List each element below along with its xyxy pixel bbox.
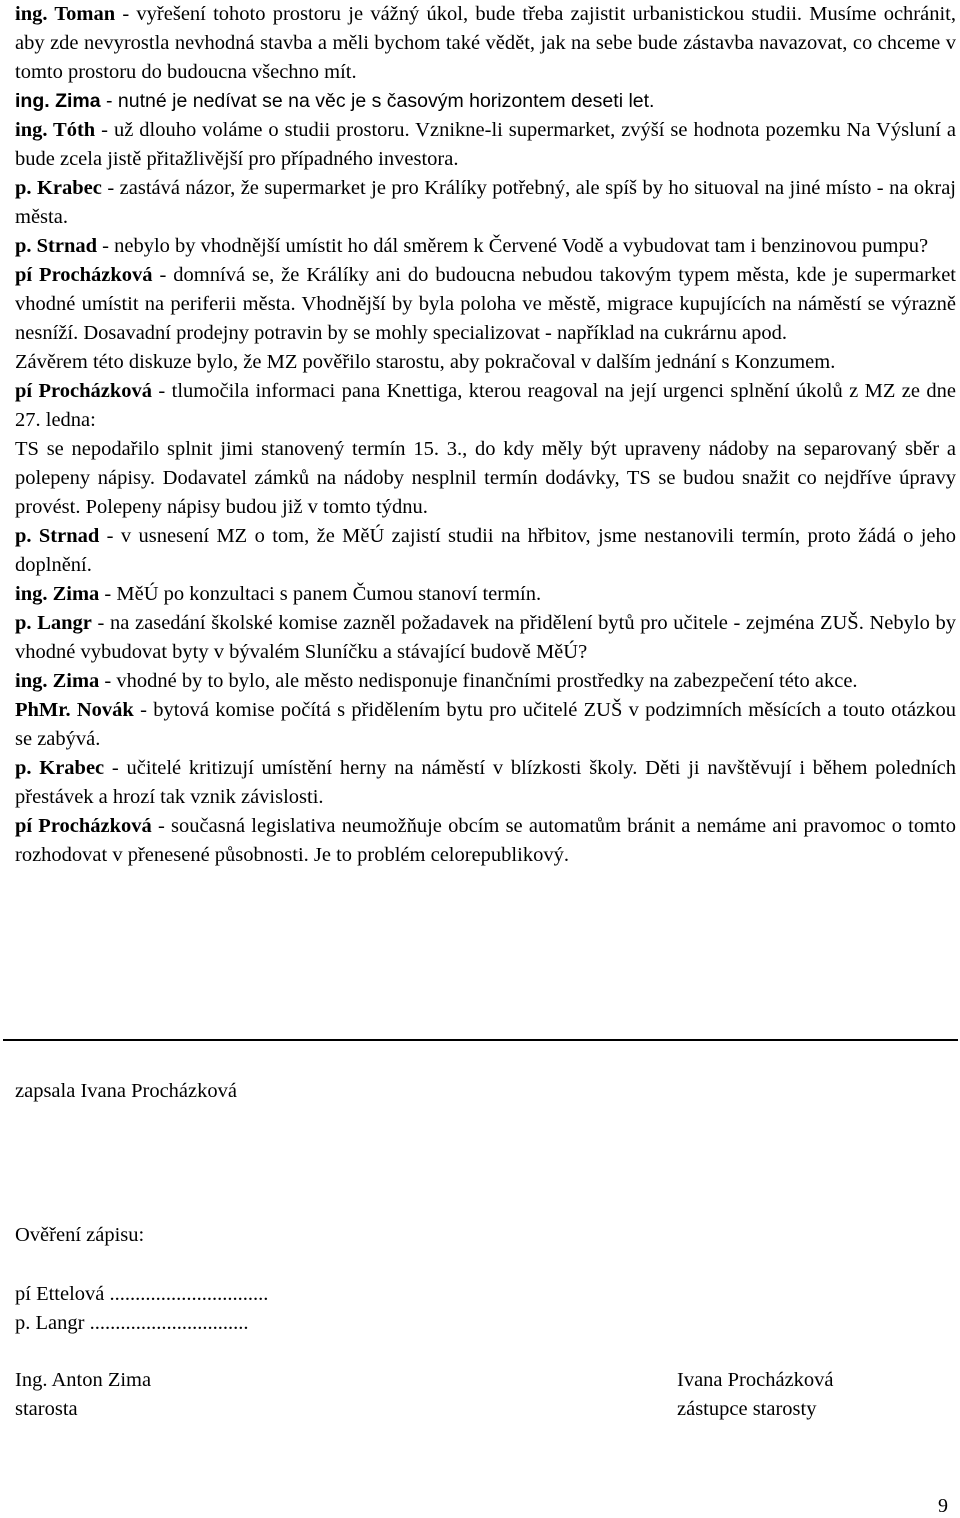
- speaker-name: p. Langr: [15, 612, 92, 634]
- speaker-name: pí Procházková: [15, 380, 153, 402]
- paragraph-text: - v usnesení MZ o tom, že MěÚ zajistí studii na hřbitov, jsme nestanovili termín, proto žádá o jeho doplnění.: [15, 525, 956, 576]
- paragraph-text: - vhodné by to bylo, ale město nedisponuje finančními prostředky na zabezpečení této akce.: [99, 670, 858, 692]
- paragraph-text: TS se nepodařilo splnit jimi stanovený termín 15. 3., do kdy měly být upraveny nádoby na separovaný sběr a polepeny nápisy. Dodavatel zámků na nádoby nesplnil termín dodávky, TS se budou snažit co nejdříve úpravy provést. Polepeny nápisy budou již v tomto týdnu.: [15, 438, 956, 518]
- paragraph-text: - bytová komise počítá s přidělením bytu pro učitelé ZUŠ v podzimních měsících a touto otázkou se zabývá.: [15, 699, 956, 750]
- speaker-name: ing. Zima: [15, 90, 101, 112]
- minutes-paragraph: [15, 435, 956, 522]
- verifier-langr: p. Langr ...............................: [15, 1312, 249, 1334]
- speaker-name: pí Procházková: [15, 815, 152, 837]
- minutes-paragraph: [15, 696, 956, 754]
- signatory-left-name: Ing. Anton Zima: [15, 1369, 152, 1391]
- paragraph-text: - nutné je nedívat se na věc je s časovým horizontem deseti let.: [100, 90, 655, 112]
- horizontal-rule: [3, 1039, 958, 1041]
- paragraph-text: - zastává názor, že supermarket je pro Králíky potřebný, ale spíš by ho situoval na jiné místo - na okraj města.: [15, 177, 957, 228]
- speaker-name: p. Krabec: [15, 177, 102, 199]
- minutes-paragraph: [15, 348, 956, 377]
- signatory-left-role: starosta: [15, 1398, 78, 1420]
- speaker-name: ing. Tóth: [15, 119, 96, 141]
- recorder-line: zapsala Ivana Procházková: [15, 1080, 237, 1102]
- speaker-name: ing. Zima: [15, 670, 100, 692]
- minutes-paragraph: [15, 116, 956, 174]
- paragraph-text: - vyřešení tohoto prostoru je vážný úkol, bude třeba zajistit urbanistickou studii. Musíme ochránit, aby zde nevyrostla nevhodná stavba a měli bychom také vědět, jak na sebe bude zástavba navazovat, co chceme v tomto prostoru do budoucna všechno mít.: [15, 3, 956, 83]
- minutes-paragraph: [15, 580, 956, 609]
- paragraph-text: Závěrem této diskuze bylo, že MZ pověřilo starostu, aby pokračoval v dalším jednání s Konzumem.: [15, 351, 836, 373]
- verifier-ettelova: pí Ettelová ...............................: [15, 1283, 269, 1305]
- minutes-paragraph: [15, 522, 956, 580]
- minutes-paragraph: [15, 754, 956, 812]
- minutes-paragraph: [15, 812, 956, 870]
- speaker-name: p. Strnad: [15, 235, 98, 257]
- minutes-paragraph: [15, 87, 956, 116]
- paragraph-text: - současná legislativa neumožňuje obcím se automatům bránit a nemáme ani pravomoc o tomto rozhodovat v přenesené působnosti. Je to problém celorepublikový.: [15, 815, 956, 866]
- minutes-paragraph: [15, 667, 956, 696]
- paragraph-text: - na zasedání školské komise zazněl požadavek na přidělení bytů pro učitele - zejména ZUŠ. Nebylo by vhodné vybudovat byty v bývalém Sluníčku a stávající budově MěÚ?: [15, 612, 956, 663]
- signatory-right-role: zástupce starosty: [677, 1398, 817, 1420]
- speaker-name: PhMr. Novák: [15, 699, 134, 721]
- paragraph-text: - MěÚ po konzultaci s panem Čumou stanoví termín.: [99, 583, 542, 605]
- minutes-paragraph: [15, 0, 956, 87]
- minutes-paragraph: [15, 174, 956, 232]
- speaker-name: p. Strnad: [15, 525, 100, 547]
- verification-heading: Ověření zápisu:: [15, 1224, 145, 1246]
- minutes-paragraph: [15, 232, 956, 261]
- paragraph-text: - už dlouho voláme o studii prostoru. Vznikne-li supermarket, zvýší se hodnota pozemku Na Výsluní a bude zcela jistě přitažlivější pro případného investora.: [15, 119, 956, 170]
- minutes-body: [15, 0, 956, 870]
- minutes-paragraph: [15, 377, 956, 435]
- paragraph-text: - nebylo by vhodnější umístit ho dál směrem k Červené Vodě a vybudovat tam i benzinovou pumpu?: [97, 235, 929, 257]
- paragraph-text: - tlumočila informaci pana Knettiga, kterou reagoval na její urgenci splnění úkolů z MZ ze dne 27. ledna:: [15, 380, 956, 431]
- speaker-name: p. Krabec: [15, 757, 105, 779]
- paragraph-text: - domnívá se, že Králíky ani do budoucna nebudou takovým typem města, kde je supermarket vhodné umístit na periferii města. Vhodnější by byla poloha ve městě, migrace kupujících na náměstí se výrazně nesníží. Dosavadní prodejny potravin by se mohly specializovat - například na cukrárnu apod.: [15, 264, 956, 344]
- page-number: 9: [938, 1495, 948, 1517]
- minutes-paragraph: [15, 261, 956, 348]
- speaker-name: pí Procházková: [15, 264, 153, 286]
- minutes-paragraph: [15, 609, 956, 667]
- speaker-name: ing. Zima: [15, 583, 100, 605]
- signatory-right-name: Ivana Procházková: [677, 1369, 834, 1391]
- paragraph-text: - učitelé kritizují umístění herny na náměstí v blízkosti školy. Děti ji navštěvují i během poledních přestávek a hrozí tak vznik závislosti.: [15, 757, 956, 808]
- speaker-name: ing. Toman: [15, 3, 116, 25]
